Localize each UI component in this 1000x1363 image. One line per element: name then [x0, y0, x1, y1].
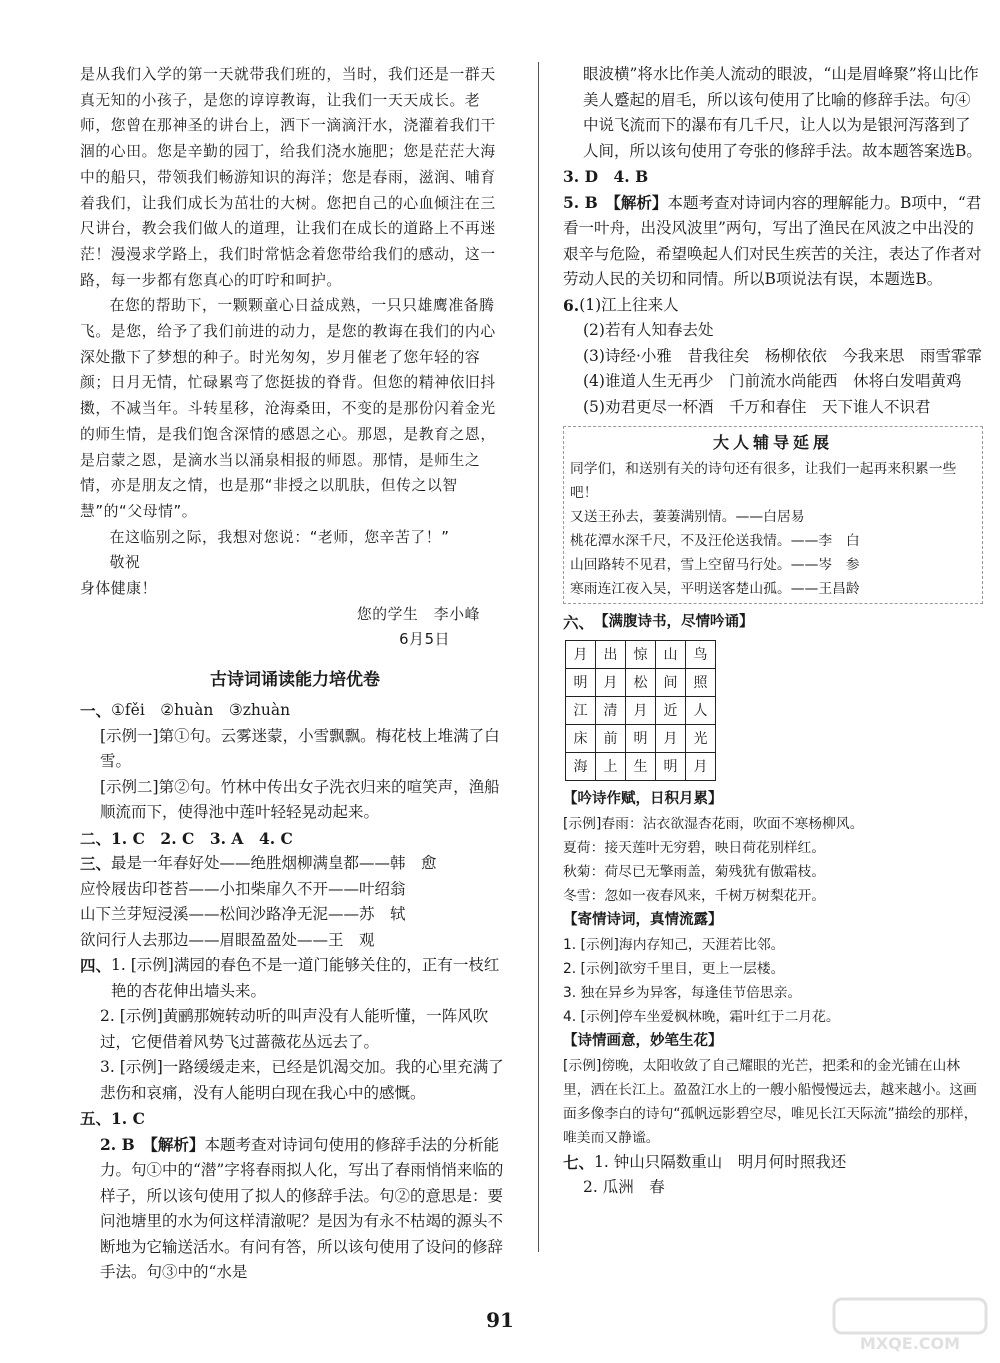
q6-item-5: (5)劝君更尽一杯酒 千万和春住 天下谁人不识君 [583, 397, 931, 416]
section-6-heading-4: 【诗情画意，妙笔生花】 [563, 1032, 723, 1049]
extension-intro: 同学们，和送别有关的诗句还有很多，让我们一起再来积累一些吧！ [570, 461, 957, 501]
q5-item-2-text: 本题考查对诗词句使用的修辞手法的分析能力。句①中的“潜”字将春雨拟人化，写出了春雨悄悄来临的样子，所以该句使用了拟人的修辞手法。句②的意思是：要问池塘里的水为何这样清澈呢？是因为有永不枯竭的源头不断地为它输送活水。有问有答，所以该句使用了设问的修辞手法。句③中的“水是 [100, 1135, 504, 1282]
grid-row [566, 668, 716, 696]
answer-q3 [80, 851, 510, 877]
section-6-heading-3: 【寄情诗词，真情流露】 [563, 911, 723, 928]
grid-row [566, 752, 716, 780]
answer-q4 [80, 953, 510, 1004]
q2-text: 1. C 2. C 3. A 4. C [111, 828, 293, 848]
q1-example-1: [示例一]第①句。云雾迷蒙，小雪飘飘。梅花枝上堆满了白雪。 [100, 726, 500, 771]
grid-cell: 前 [596, 724, 626, 752]
grid-row [566, 724, 716, 752]
q1-example-2: [示例二]第②句。竹林中传出女子洗衣归来的喧笑声，渔船顺流而下，使得池中莲叶轻轻晃动起来。 [100, 777, 500, 822]
q5-item-2-continued: 眼波横”将水比作美人流动的眼波，“山是眉峰聚”将山比作美人蹙起的眉毛，所以该句使用了比喻的修辞手法。句④中说飞流而下的瀑布有几千尺，让人以为是银河泻落到了人间，所以该句使用了夸张的修辞手法。故本题答案选B。 [583, 65, 982, 160]
section-title: 古诗词诵读能力培优卷 [210, 670, 380, 691]
q2-number: 二、 [80, 828, 112, 848]
season-line-2: 夏荷：接天莲叶无穷碧，映日荷花别样红。 [563, 839, 826, 856]
right-column [563, 62, 983, 1201]
section-6-heading-2: 【吟诗作赋，日积月累】 [563, 790, 723, 807]
season-line-4: 冬雪：忽如一夜春风来，千树万树梨花开。 [563, 887, 826, 904]
grid-cell: 间 [656, 668, 686, 696]
letter-paragraph-1: 是从我们入学的第一天就带我们班的，当时，我们还是一群天真无知的小孩子，是您的谆谆教诲，让我们一天天成长。老师，您曾在那神圣的讲台上，洒下一滴滴汗水，浇灌着我们干涸的心田。您是辛勤的园丁，给我们浇水施肥；您是茫茫大海中的船只，带领我们畅游知识的海洋；您是春雨，滋润、哺育着我们，让我们成长为茁壮的大树。您把自己的心血倾注在三尺讲台，教会我们做人的道理，让我们在成长的道路上不再迷茫！漫漫求学路上，我们时常惦念着您带给我们的感动，这一路，每一步都有您真心的叮咛和呵护。 [80, 66, 496, 289]
q4-item-3: 3. [示例]一路缓缓走来，已经是饥渴交加。我的心里充满了悲伤和哀痛，没有人能明白现在我心中的感慨。 [100, 1058, 504, 1102]
grid-cell: 照 [686, 668, 716, 696]
letter-closing-2: 身体健康！ [80, 580, 157, 598]
watermark-text: MXQE.COM [859, 1334, 961, 1353]
grid-cell: 清 [596, 696, 626, 724]
q7-item-1: 1. 钟山只隔数重山 明月何时照我还 [594, 1152, 847, 1171]
grid-cell: 月 [656, 724, 686, 752]
q5-items-3-4: 3. D 4. B [563, 167, 649, 186]
grid-cell: 月 [596, 668, 626, 696]
q3-line-4: 欲问行人去那边——眉眼盈盈处——王 观 [80, 930, 375, 949]
season-line-1: [示例]春雨：沾衣欲湿杏花雨，吹面不寒杨柳风。 [563, 815, 864, 832]
letter-date: 6月5日 [399, 631, 450, 649]
q3-line-3: 山下兰芽短浸溪——松间沙路净无泥——苏 轼 [80, 905, 406, 924]
grid-cell: 明 [566, 668, 596, 696]
section-6-number: 六、 [563, 613, 595, 632]
letter-body [80, 62, 510, 653]
q3-line-2: 应怜屐齿印苍苔——小扣柴扉久不开——叶绍翁 [80, 879, 406, 898]
extension-line-3: 山回路转不见君，雪上空留马行处。——岑 参 [570, 557, 860, 573]
section-6-heading-1: 【满腹诗书，尽情吟诵】 [594, 614, 754, 630]
q1-text: ①fěi ②huàn ③zhuàn [111, 701, 291, 720]
grid-cell: 松 [626, 668, 656, 696]
q5-item-1: 1. C [111, 1109, 145, 1129]
grid-cell: 床 [566, 724, 596, 752]
q5-item-5 [563, 190, 983, 293]
grid-cell: 光 [686, 724, 716, 752]
season-line-3: 秋菊：荷尽已无擎雨盖，菊残犹有傲霜枝。 [563, 863, 826, 880]
grid-cell: 鸟 [686, 640, 716, 668]
column-divider [538, 62, 539, 1252]
q6-item-1: (1)江上往来人 [579, 295, 679, 314]
grid-cell: 山 [656, 640, 686, 668]
q3-number: 三、 [80, 854, 112, 874]
q4-number: 四、 [80, 956, 112, 976]
q5-item-5-head: 5. B 【解析】 [563, 192, 668, 212]
grid-row [566, 696, 716, 724]
q1-number: 一、 [80, 701, 112, 721]
grid-cell: 上 [596, 752, 626, 780]
grid-cell: 生 [626, 752, 656, 780]
extension-line-1: 又送王孙去，萋萋满别情。——白居易 [570, 509, 805, 525]
grid-cell: 海 [566, 752, 596, 780]
q3-line-1: 最是一年春好处——绝胜烟柳满皇都——韩 愈 [111, 854, 437, 873]
q4-item-1: 1. [示例]满园的春色不是一道门能够关住的，正有一枝红艳的杏花伸出墙头来。 [111, 956, 500, 1000]
q7-item-2: 2. 瓜洲 春 [583, 1178, 665, 1196]
q6-number: 6. [563, 295, 580, 315]
feeling-line-2: 2. [示例]欲穷千里目，更上一层楼。 [563, 960, 785, 977]
q7-number: 七、 [563, 1152, 595, 1172]
q6-item-4: (4)谁道人生无再少 门前流水尚能西 休将白发唱黄鸡 [583, 372, 962, 390]
feeling-line-3: 3. 独在异乡为异客，每逢佳节倍思亲。 [563, 984, 802, 1001]
q6-item-3: (3)诗经·小雅 昔我往矣 杨柳依依 今我来思 雨雪霏霏 [583, 346, 982, 365]
grid-cell: 人 [686, 696, 716, 724]
q5-item-5-text: 本题考查对诗词内容的理解能力。B项中，“君看一叶舟，出没风波里”两句，写出了渔民在风波之中出没的艰辛与危险，希望唤起人们对民生疾苦的关注，表达了作者对劳动人民的关切和同情。所以B项说法有误，本题选B。 [563, 193, 982, 288]
letter-paragraph-2: 在您的帮助下，一颗颗童心日益成熟，一只只雄鹰准备腾飞。是您，给予了我们前进的动力，是您的教诲在我们的内心深处撒下了梦想的种子。时光匆匆，岁月催老了您年轻的容颜；日月无情，忙碌累弯了您挺拔的脊背。但您的精神依旧抖擞，不减当年。斗转星移，沧海桑田，不变的是那份闪着金光的师生情，是我们饱含深情的感恩之心。那恩，是教育之恩，是启蒙之恩，是滴水当以涌泉相报的师恩。那情，是师生之情，亦是朋友之情，也是那“非授之以肌肤，但传之以智慧”的“父母情”。 [80, 297, 496, 520]
answer-q6 [563, 293, 983, 319]
grid-cell: 出 [596, 640, 626, 668]
feeling-line-1: 1. [示例]海内存知己，天涯若比邻。 [563, 936, 785, 953]
extension-line-4: 寒雨连江夜入吴，平明送客楚山孤。——王昌龄 [570, 581, 860, 597]
answer-q1 [80, 698, 510, 724]
answer-q5 [80, 1106, 510, 1132]
feeling-line-4: 4. [示例]停车坐爱枫林晚，霜叶红于二月花。 [563, 1008, 840, 1025]
grid-cell: 江 [566, 696, 596, 724]
grid-row [566, 640, 716, 668]
answer-q2 [80, 826, 510, 852]
grid-cell: 月 [686, 752, 716, 780]
grid-cell: 惊 [626, 640, 656, 668]
extension-line-2: 桃花潭水深千尺，不及汪伦送我情。——李 白 [570, 533, 860, 549]
letter-paragraph-3: 在这临别之际，我想对您说：“老师，您辛苦了！” [109, 528, 450, 546]
grid-cell: 近 [656, 696, 686, 724]
poem-grid [565, 640, 716, 781]
q4-item-2: 2. [示例]黄鹂那婉转动听的叫声没有人能听懂，一阵风吹过，它便借着风势飞过蔷薇花丛远去了。 [100, 1007, 489, 1051]
grid-cell: 月 [626, 696, 656, 724]
grid-cell: 明 [626, 724, 656, 752]
answer-section-6 [563, 610, 983, 636]
watermark-logo [830, 1295, 990, 1355]
page-number: 91 [486, 1308, 514, 1332]
q5-number: 五、 [80, 1109, 112, 1129]
painting-paragraph: [示例]傍晚，太阳收敛了自己耀眼的光芒，把柔和的金光铺在山林里，洒在长江上。盈盈江水上的一艘小船慢慢远去，越来越小。这画面多像李白的诗句“孤帆远影碧空尽，唯见长江天际流”描绘的那样，唯美而又静谧。 [563, 1057, 978, 1146]
q6-item-2: (2)若有人知春去处 [583, 321, 714, 339]
letter-signature: 您的学生 李小峰 [356, 605, 480, 623]
q5-item-2-head: 2. B 【解析】 [100, 1134, 205, 1154]
grid-cell: 明 [656, 752, 686, 780]
extension-title: 大人辅导延展 [712, 433, 833, 452]
grid-cell: 月 [566, 640, 596, 668]
left-column [80, 62, 510, 1286]
answer-q7 [563, 1150, 983, 1176]
letter-closing-1: 敬祝 [109, 554, 141, 572]
extension-box [563, 426, 983, 604]
q5-item-2 [80, 1132, 510, 1286]
